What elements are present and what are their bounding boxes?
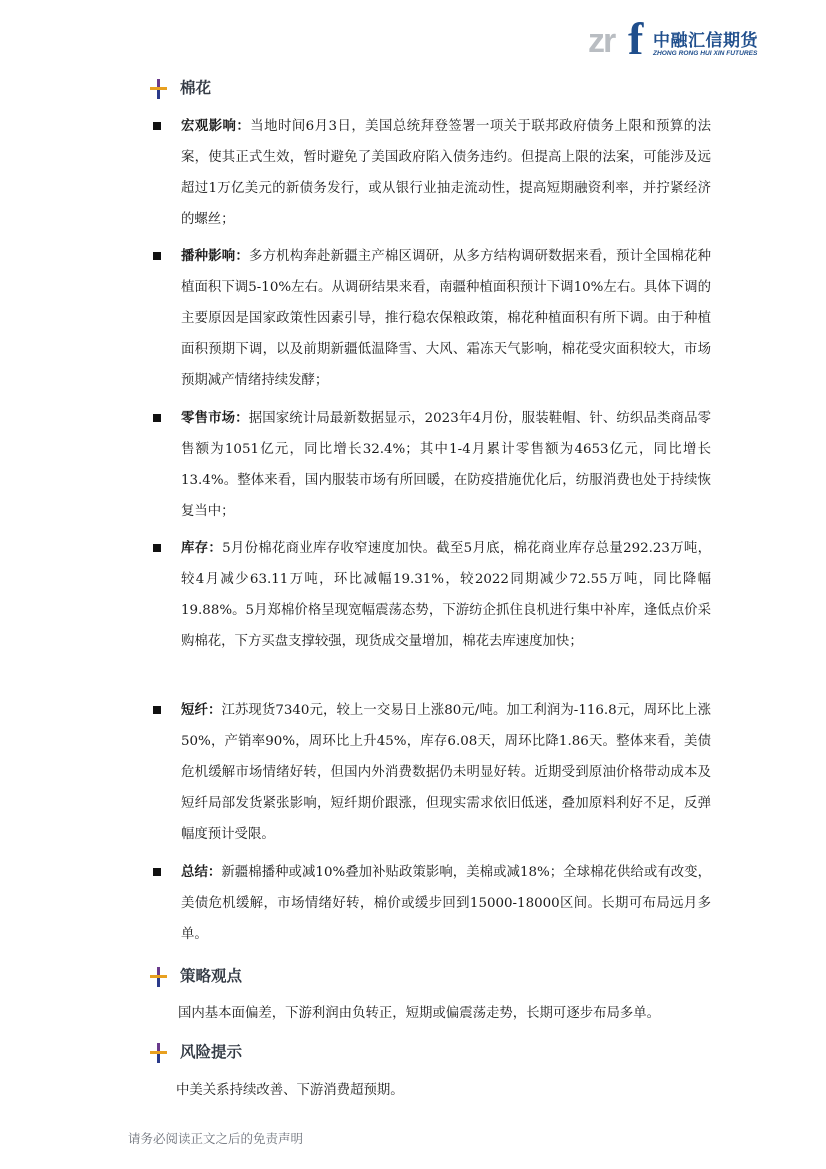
risk-text: 中美关系持续改善、下游消费超预期。 — [176, 1083, 404, 1098]
bullet-square-icon — [153, 414, 161, 422]
bullet-square-icon — [153, 868, 161, 876]
item-label: 总结： — [181, 865, 222, 880]
item-text — [181, 241, 711, 396]
item-label: 短纤： — [181, 703, 222, 718]
item-label: 宏观影响： — [181, 119, 251, 134]
item-body: 5月份棉花商业库存收窄速度加快。截至5月底，棉花商业库存总量292.23万吨，较4月减少63.11万吨，环比减幅19.31%，较2022同期减少72.55万吨，同比降幅19.88%。5月郑棉价格呈现宽幅震荡态势，下游纺企抓住良机进行集中补库，逢低点价采购棉花，下方买盘支撑较强，现货成交量增加，棉花去库速度加快； — [181, 541, 711, 649]
item-label: 播种影响： — [181, 249, 249, 264]
logo-mark-f: f — [628, 13, 644, 64]
item-body: 当地时间6月3日，美国总统拜登签署一项关于联邦政府债务上限和预算的法案，使其正式生效，暂时避免了美国政府陷入债务违约。但提高上限的法案，可能涉及远超过1万亿美元的新债务发行，或从银行业抽走流动性，提高短期融资利率，并拧紧经济的螺丝； — [181, 119, 711, 227]
item-body: 新疆棉播种或减10%叠加补贴政策影响，美棉或减18%；全球棉花供给或有改变，美债危机缓解，市场情绪好转，棉价或缓步回到15000-18000区间。长期可布局远月多单。 — [181, 865, 711, 942]
section-title: 风险提示 — [180, 1043, 243, 1061]
section-title: 策略观点 — [180, 967, 243, 985]
item-text — [181, 111, 711, 235]
item-body: 江苏现货7340元，较上一交易日上涨80元/吨。加工利润为-116.8元，周环比上涨50%，产销率90%，周环比上升45%，库存6.08天，周环比降1.86天。整体来看，美债危机缓解市场情绪好转，但国内外消费数据仍未明显好转。近期受到原油价格带动成本及短纤局部发货紧张影响，短纤期价跟涨，但现实需求依旧低迷，叠加原料利好不足，反弹幅度预计受限。 — [181, 703, 711, 842]
section-title: 棉花 — [180, 79, 212, 97]
strategy-text: 国内基本面偏差，下游利润由负转正，短期或偏震荡走势，长期可逐步布局多单。 — [178, 1006, 661, 1021]
logo-english-name: ZHONG RONG HUI XIN FUTURES — [653, 50, 758, 57]
item-text — [181, 533, 711, 657]
item-body: 据国家统计局最新数据显示，2023年4月份，服装鞋帽、针、纺织品类商品零售额为1051亿元，同比增长32.4%；其中1-4月累计零售额为4653亿元，同比增长13.4%。整体来看，国内服装市场有所回暖，在防疫措施优化后，纺服消费也处于持续恢复当中； — [181, 411, 712, 519]
cross-pin-icon — [150, 1043, 170, 1063]
item-label: 库存： — [181, 541, 223, 556]
item-text — [181, 403, 711, 527]
item-body: 多方机构奔赴新疆主产棉区调研，从多方结构调研数据来看，预计全国棉花种植面积下调5-10%左右。从调研结果来看，南疆种植面积预计下调10%左右。具体下调的主要原因是国家政策性因素引导，推行稳农保粮政策，棉花种植面积有所下调。由于种植面积预期下调，以及前期新疆低温降雪、大风、霜冻天气影响，棉花受灾面积较大，市场预期减产情绪持续发酵； — [181, 249, 712, 388]
cross-pin-icon — [150, 967, 170, 987]
item-text — [181, 857, 711, 950]
logo-mark: zr — [588, 22, 615, 60]
cross-pin-icon — [150, 79, 170, 99]
bullet-square-icon — [153, 544, 161, 552]
footer-disclaimer: 请务必阅读正文之后的免责声明 — [128, 1131, 304, 1146]
logo-chinese-name: 中融汇信期货 — [653, 31, 758, 51]
bullet-square-icon — [153, 706, 161, 714]
bullet-square-icon — [153, 252, 161, 260]
company-logo — [588, 13, 788, 64]
bullet-square-icon — [153, 122, 161, 130]
item-label: 零售市场： — [181, 411, 249, 426]
item-text — [181, 695, 711, 850]
